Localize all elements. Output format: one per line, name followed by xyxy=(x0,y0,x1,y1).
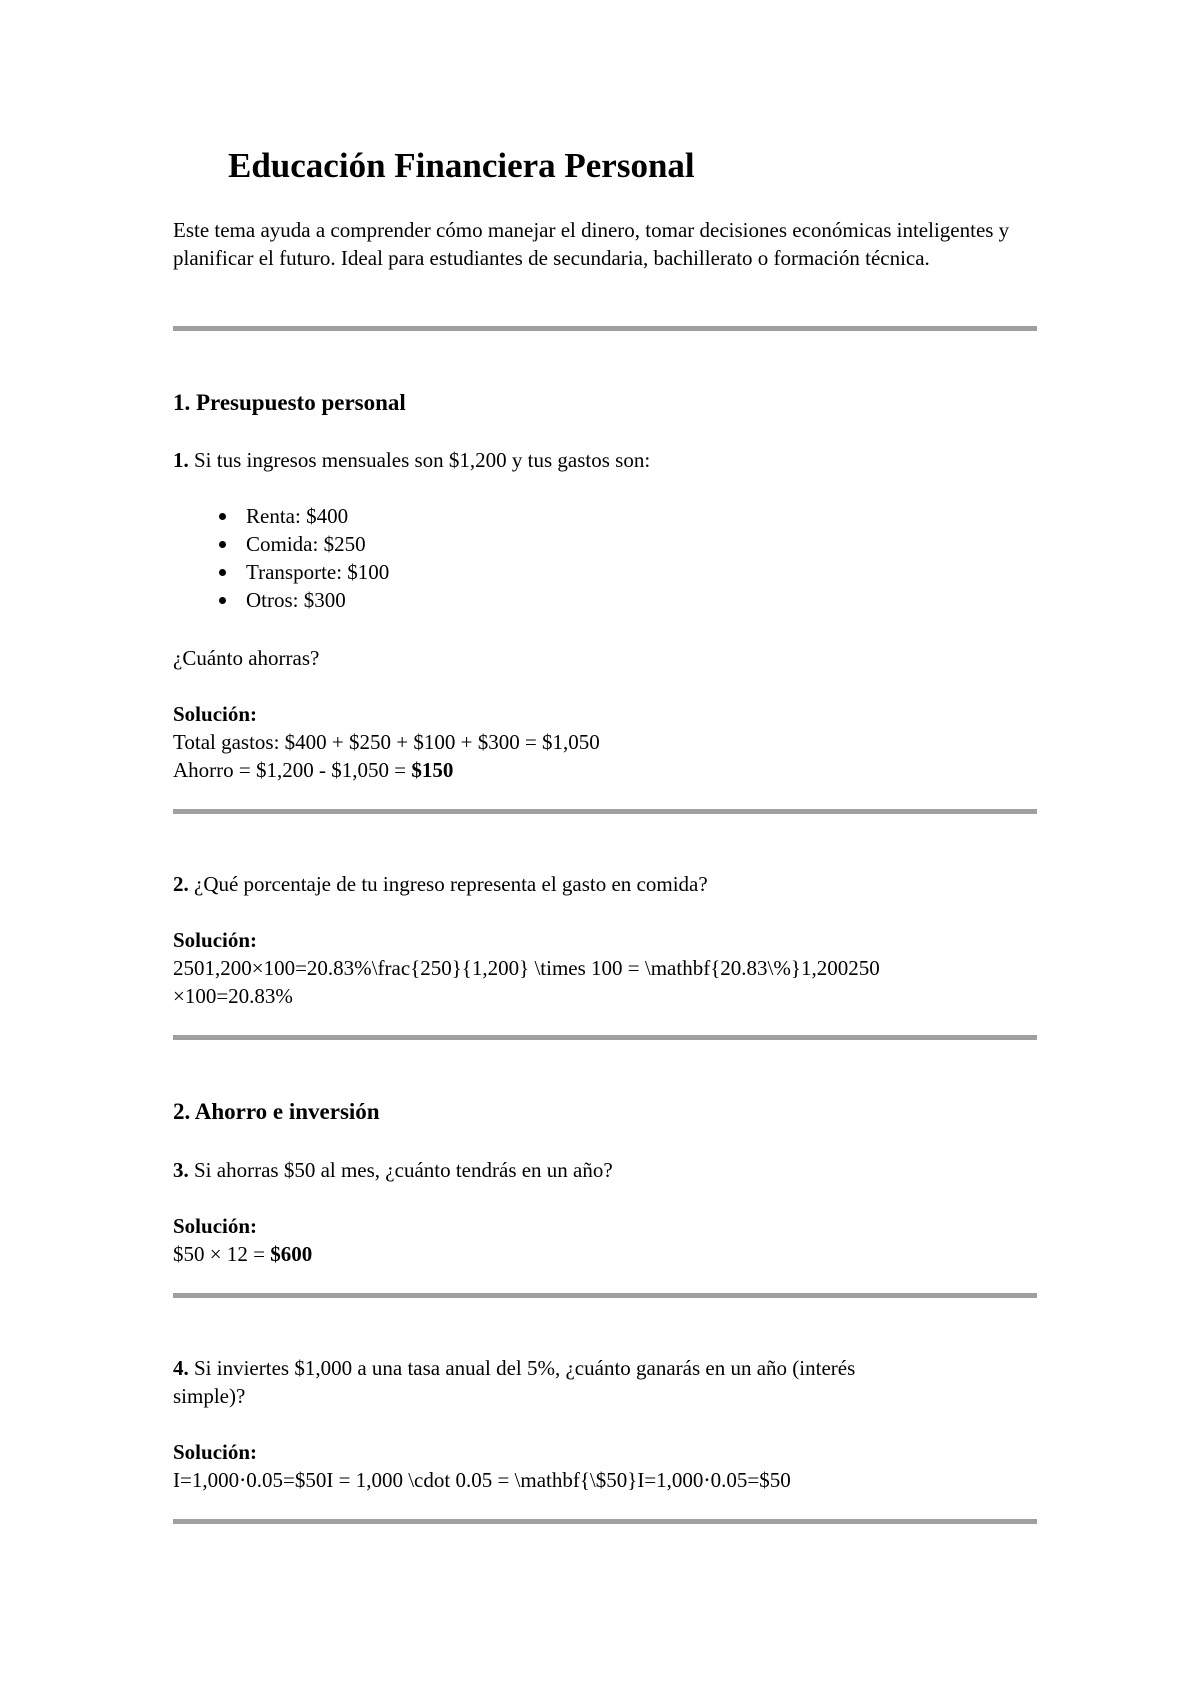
list-item: Renta: $400 xyxy=(173,502,389,530)
problem-4-statement xyxy=(173,1354,1037,1382)
problem-text: Si inviertes $1,000 a una tasa anual del 5%, ¿cuánto ganarás en un año (interés xyxy=(188,1356,856,1380)
problem-text: Si tus ingresos mensuales son $1,200 y tus gastos son: xyxy=(188,448,651,472)
section-heading-presupuesto: 1. Presupuesto personal xyxy=(173,390,406,415)
solution-line xyxy=(173,1240,1037,1268)
solution-text: $50 × 12 = xyxy=(173,1242,271,1266)
divider xyxy=(173,1035,1037,1040)
divider xyxy=(173,1519,1037,1524)
solution-line: I=1,000⋅0.05=$50I = 1,000 \cdot 0.05 = \mathbf{\$50}I=1,000⋅0.05=$50 xyxy=(173,1468,791,1492)
problem-number: 3. xyxy=(173,1158,189,1182)
solution-label: Solución: xyxy=(173,1214,258,1238)
problem-3-statement xyxy=(173,1156,1037,1184)
solution-label: Solución: xyxy=(173,702,258,726)
problem-number: 1. xyxy=(173,448,189,472)
problem-1-statement xyxy=(173,446,1037,474)
intro-paragraph: Este tema ayuda a comprender cómo manejar el dinero, tomar decisiones económicas inteligentes y planificar el futuro. Ideal para estudiantes de secundaria, bachillerato o formación técnica. xyxy=(173,218,1010,270)
problem-number: 4. xyxy=(173,1356,189,1380)
solution-answer: $150 xyxy=(411,758,454,782)
problem-text: ¿Qué porcentaje de tu ingreso representa el gasto en comida? xyxy=(188,872,708,896)
solution-text: Ahorro = $1,200 - $1,050 = xyxy=(173,758,412,782)
solution-line: ×100=20.83% xyxy=(173,984,293,1008)
problem-2-statement xyxy=(173,870,1037,898)
page-title: Educación Financiera Personal xyxy=(228,146,695,185)
list-item: Comida: $250 xyxy=(173,530,389,558)
expense-list xyxy=(173,502,389,614)
problem-text: Si ahorras $50 al mes, ¿cuánto tendrás en un año? xyxy=(188,1158,613,1182)
solution-label: Solución: xyxy=(173,1440,258,1464)
solution-line xyxy=(173,756,1037,784)
divider xyxy=(173,1293,1037,1298)
solution-line: Total gastos: $400 + $250 + $100 + $300 = $1,050 xyxy=(173,730,600,754)
section-heading-ahorro: 2. Ahorro e inversión xyxy=(173,1099,380,1124)
solution-answer: $600 xyxy=(270,1242,313,1266)
solution-label: Solución: xyxy=(173,928,258,952)
problem-number: 2. xyxy=(173,872,189,896)
solution-line: 2501,200×100=20.83%\frac{250}{1,200} \times 100 = \mathbf{20.83\%}1,200250 xyxy=(173,956,880,980)
divider xyxy=(173,326,1037,331)
problem-text-continued: simple)? xyxy=(173,1384,246,1408)
list-item: Otros: $300 xyxy=(173,586,389,614)
list-item: Transporte: $100 xyxy=(173,558,389,586)
divider xyxy=(173,809,1037,814)
problem-1-question: ¿Cuánto ahorras? xyxy=(173,646,320,670)
